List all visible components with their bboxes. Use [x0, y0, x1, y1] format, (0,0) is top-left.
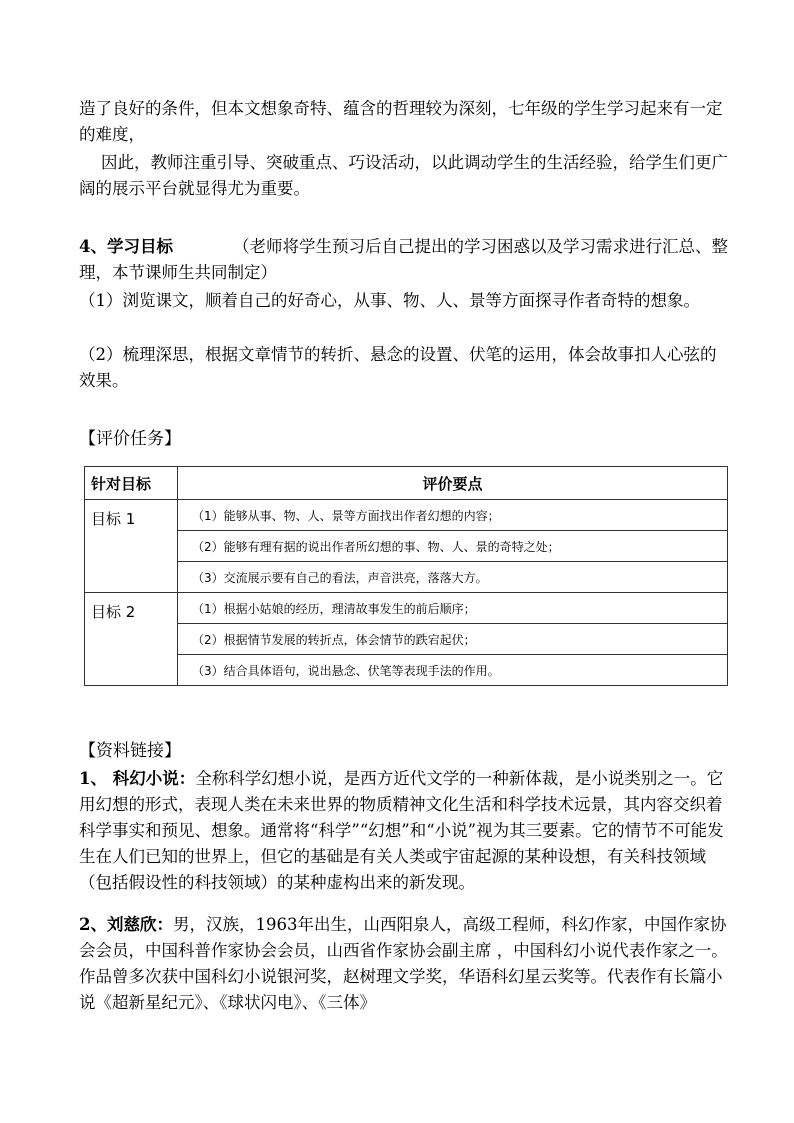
- table-row: [85, 562, 728, 593]
- table-row: [85, 593, 728, 624]
- objectives-title: 4、学习目标: [79, 237, 173, 256]
- evaluation-heading: 【评价任务】: [79, 429, 181, 449]
- table-row: [85, 500, 728, 531]
- header-goal: 针对目标: [85, 467, 178, 500]
- resource-item-2-text: 男，汉族，1963年出生，山西阳泉人，高级工程师，科幻作家，中国作家协会会员，中国科普作家协会会员，山西省作家协会副主席 ，中国科幻小说代表作家之一。作品曾多次获中国科幻小说银河奖，赵树理文学奖，华语科幻星云奖等。代表作有长篇小说《超新星纪元》、《球状闪电》、《三体》: [79, 915, 728, 1012]
- resource-item-2: [79, 912, 731, 1016]
- criterion-cell: （3）结合具体语句，说出悬念、伏笔等表现手法的作用。: [178, 655, 728, 686]
- objective-item-2: （2）梳理深思，根据文章情节的转折、悬念的设置、伏笔的运用，体会故事扣人心弦的效果。: [79, 345, 717, 390]
- criterion-cell: （3）交流展示要有自己的看法，声音洪亮，落落大方。: [178, 562, 728, 593]
- resource-item-1-text: 全称科学幻想小说，是西方近代文学的一种新体裁，是小说类别之一。它用幻想的形式，表现人类在未来世界的物质精神文化生活和科学技术远景，其内容交织着科学事实和预见、想象。通常将“科学”“幻想”和“小说”视为其三要素。它的情节不可能发生在人们已知的世界上，但它的基础是有关人类或宇宙起源的某种设想，有关科技领域（包括假设性的科技领域）的某种虚构出来的新发现。: [79, 769, 724, 892]
- table-row: [85, 624, 728, 655]
- objectives-note: （老师将学生预习后自己提出的学习困惑以及学习需求进行汇总、整理，本节课师生共同制定）: [79, 237, 728, 282]
- criterion-cell: （2）能够有理有据的说出作者所幻想的事、物、人、景的奇特之处；: [178, 531, 728, 562]
- intro-paragraph-1: 造了良好的条件，但本文想象奇特、蕴含的哲理较为深刻，七年级的学生学习起来有一定的难度，: [79, 99, 723, 144]
- table-row: [85, 655, 728, 686]
- table-row: [85, 531, 728, 562]
- objective-item-1: （1）浏览课文，顺着自己的好奇心，从事、物、人、景等方面探寻作者奇特的想象。: [79, 291, 700, 310]
- criterion-cell: （1）根据小姑娘的经历，理清故事发生的前后顺序；: [178, 593, 728, 624]
- intro-paragraph-2: 因此，教师注重引导、突破重点、巧设活动，以此调动学生的生活经验，给学生们更广阔的展示平台就显得尤为重要。: [79, 153, 728, 198]
- table-header-row: [85, 467, 728, 500]
- goal-cell-1: 目标 1: [85, 500, 178, 593]
- objectives-paragraph: [79, 234, 731, 286]
- resources-heading: 【资料链接】: [79, 741, 181, 761]
- resource-item-1: [79, 766, 731, 896]
- header-points: 评价要点: [178, 467, 728, 500]
- goal-cell-2: 目标 2: [85, 593, 178, 686]
- criterion-cell: （2）根据情节发展的转折点，体会情节的跌宕起伏；: [178, 624, 728, 655]
- evaluation-table: [84, 466, 728, 686]
- resource-item-2-label: 2、刘慈欣：: [79, 915, 173, 934]
- resource-item-1-label: 1、 科幻小说：: [79, 769, 196, 788]
- criterion-cell: （1）能够从事、物、人、景等方面找出作者幻想的内容；: [178, 500, 728, 531]
